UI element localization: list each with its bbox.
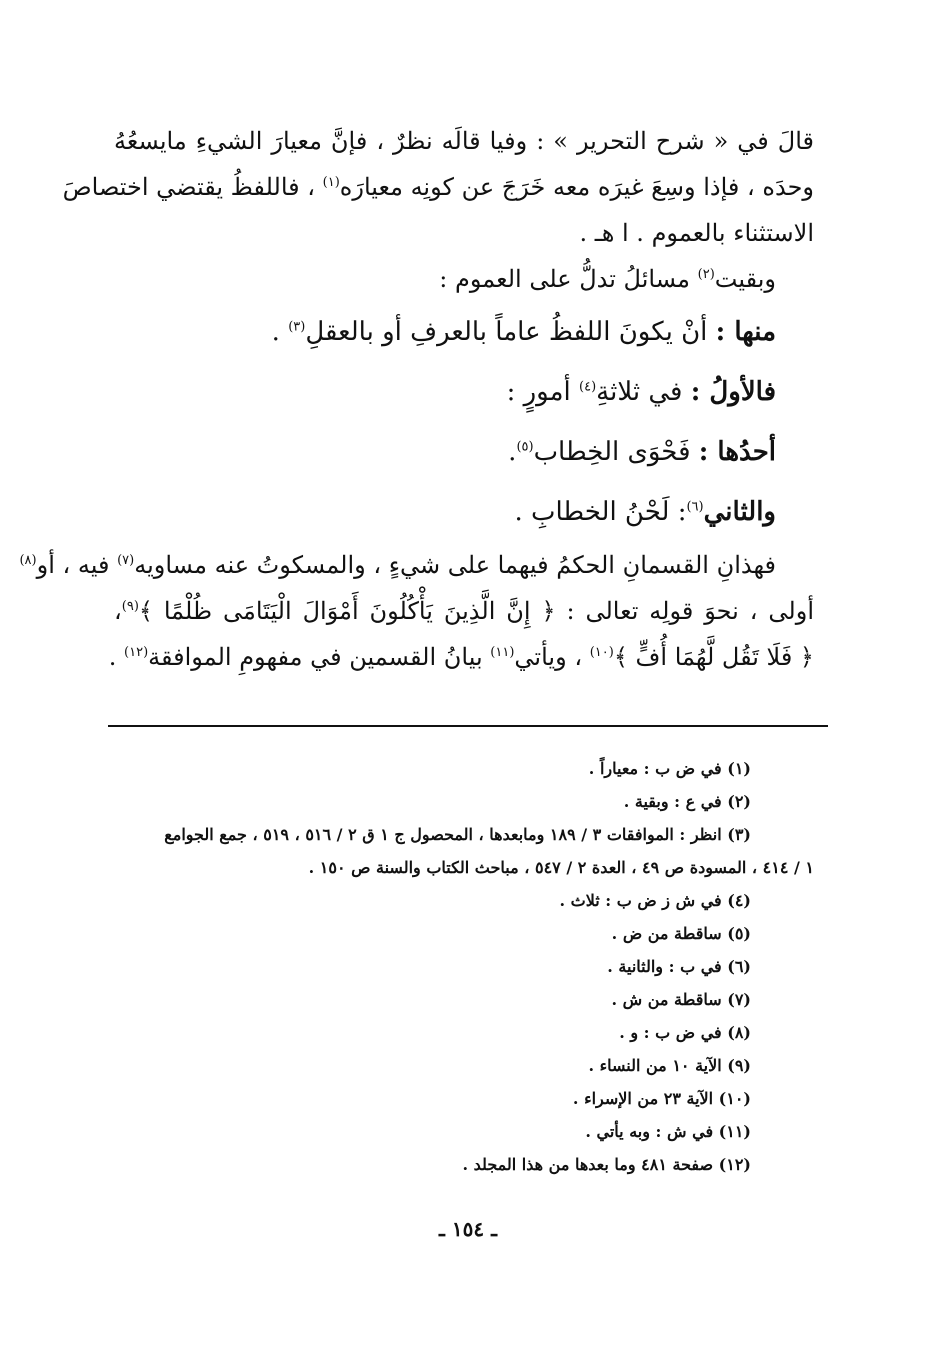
footnote-3: (٣) انظر : الموافقات ٣ / ١٨٩ ومابعدها ، المحصول ج ١ ق ٢ / ٥١٦ ، ٥١٩ ، جمع الجوامع (164, 825, 751, 844)
remaining-line (114, 256, 814, 302)
para-1-b: فيه ، أو (36, 551, 110, 579)
footnote-ref-1: (١) (322, 175, 340, 190)
remaining-pre: وبقيت (714, 265, 776, 293)
ahad-lead: أحدُها : (698, 437, 776, 467)
first-text-b: أمورٍ : (506, 377, 571, 407)
line-3-text: الاستثناء بالعموم . ا هـ . (579, 219, 814, 247)
line-2-tail: ، فاللفظُ يقتضي اختصاصَ (62, 173, 315, 201)
text-line-2 (62, 164, 814, 210)
footnote-ref-6: (٦) (686, 499, 704, 515)
minha-lead: منها : (715, 317, 776, 347)
footnote-4: (٤) في ش ز ض ب : ثلاث . (559, 891, 751, 910)
para-line-3 (108, 634, 814, 680)
text-line-1 (114, 118, 814, 164)
page-number: ـ ١٥٤ ـ (439, 1217, 497, 1241)
para-3-a: ﴿ فَلَا تَقُل لَّهُمَا أُفٍّ ﴾ (613, 643, 814, 671)
first-lead: فالأولُ : (690, 377, 776, 407)
footnote-ref-11: (١١) (490, 645, 515, 660)
footnote-ref-2: (٢) (697, 267, 715, 282)
footnote-6: (٦) في ب : والثانية . (607, 957, 751, 976)
footnote-3-continued: ١ / ٤١٤ ، المسودة ص ٤٩ ، العدة ٢ / ٥٤٧ ، مباحث الكتاب والسنة ص ١٥٠ . (308, 858, 814, 877)
para-3-d: . (108, 643, 117, 671)
remaining-post: مسائلُ تدلُّ على العموم : (439, 265, 690, 293)
para-line-1 (19, 542, 814, 588)
para-2-b: ، (114, 597, 122, 625)
footnote-9: (٩) الآية ١٠ من النساء . (588, 1056, 751, 1075)
line-1-text: قالَ في « شرح التحرير » : وفيا قالَه نظرٌ ، فإنَّ معيارَ الشيءِ مايسعُهُ (114, 127, 814, 155)
para-2-a: أولى ، نحوَ قولِه تعالى : ﴿ إِنَّ الَّذِينَ يَأْكُلُونَ أَمْوَالَ الْيَتَامَى ظُلْمًا ﴾ (138, 597, 814, 625)
para-1-a: فهذانِ القسمانِ الحكمُ فيهما على شيءٍ ، والمسكوتُ عنه مساويه (134, 551, 776, 579)
text-line-3 (114, 210, 814, 256)
ahad-text: فَحْوَى الخِطاب (533, 437, 691, 467)
main-text (19, 118, 814, 680)
footnote-7: (٧) ساقطة من ش . (611, 990, 751, 1009)
footnotes (111, 752, 814, 1181)
footnote-11: (١١) في ش : وبه يأتي . (585, 1122, 751, 1141)
para-3-b: ، ويأتي (514, 643, 583, 671)
para-line-2 (114, 588, 814, 634)
ahad-line: أحدُها : فَحْوَى الخِطاب$^{(٥)}$. (508, 437, 776, 467)
first-text-a: في ثلاثةِ (596, 377, 683, 407)
minha-line: منها : أنْ يكونَ اللفظُ عاماً بالعرفِ أو بالعقلِ$^{(٣)}$ . (271, 317, 776, 347)
footnote-12: (١٢) صفحة ٤٨١ وما بعدها من هذا المجلد . (462, 1155, 751, 1174)
footnote-2: (٢) في ع : وبقية . (623, 792, 751, 811)
para-3-c: بيانُ القسمين في مفهومِ الموافقة (148, 643, 483, 671)
footnote-10: (١٠) الآية ٢٣ من الإسراء . (572, 1089, 751, 1108)
footnote-1: (١) في ض ب : معياراً . (588, 759, 751, 778)
footnote-ref-5: (٥) (516, 439, 534, 455)
footnote-separator (108, 725, 828, 727)
thani-line (114, 482, 814, 542)
footnote-ref-10: (١٠) (589, 645, 614, 660)
first-line (114, 362, 814, 422)
footnote-ref-9: (٩) (121, 599, 139, 614)
minha-text: أنْ يكونَ اللفظُ عاماً بالعرفِ أو بالعقلِ (305, 317, 708, 347)
line-2-text: وحدَه ، فإذا وسِعَ غيرَه معه خَرَجَ عن كونِه معيارَه (339, 173, 814, 201)
thani-lead: والثاني (703, 497, 776, 527)
footnote-ref-12: (١٢) (124, 645, 149, 660)
footnote-ref-3: (٣) (288, 319, 306, 335)
footnote-5: (٥) ساقطة من ض . (611, 924, 751, 943)
footnote-ref-4: (٤) (579, 379, 597, 395)
footnote-8: (٨) في ض ب : و . (619, 1023, 751, 1042)
footnote-ref-7: (٧) (117, 553, 135, 568)
footnote-ref-8: (٨) (19, 553, 37, 568)
thani-text: : لَحْنُ الخطابِ . (514, 497, 687, 527)
